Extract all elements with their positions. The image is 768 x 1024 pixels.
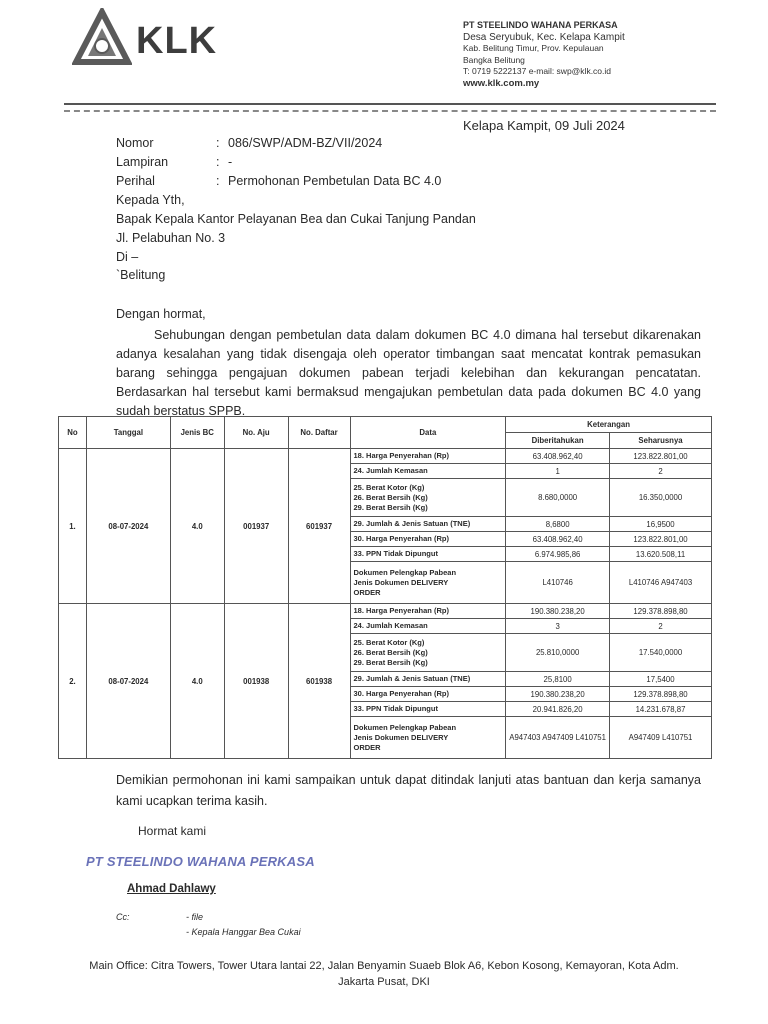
meta-row-perihal: Perihal : Permohonan Pembetulan Data BC 4.0 — [116, 174, 442, 188]
closing-paragraph: Demikian permohonan ini kami sampaikan untuk dapat ditindak lanjuti atas bantuan dan kerja samanya kami ucapkan terima kasih. — [116, 773, 701, 808]
data-label-line: 33. PPN Tidak Dipungut — [353, 549, 438, 558]
correction-table — [58, 416, 712, 759]
table-row — [59, 449, 712, 464]
data-label-line: ORDER — [353, 587, 381, 597]
header-jenis-bc: Jenis BC — [170, 417, 224, 449]
header-diberitahukan: Diberitahukan — [506, 433, 610, 449]
cell-diberitahukan: 8,6800 — [506, 517, 610, 532]
cell-data-label — [350, 464, 506, 479]
cell-diberitahukan: 3 — [506, 619, 610, 634]
data-label-line: 18. Harga Penyerahan (Rp) — [353, 451, 449, 460]
meta-label: Lampiran — [116, 155, 169, 169]
footer-address — [40, 958, 728, 990]
data-label-line: 25. Berat Kotor (Kg) — [353, 482, 425, 492]
data-label-line: 24. Jumlah Kemasan — [353, 621, 428, 630]
header-divider — [64, 103, 716, 112]
cell-diberitahukan: 8.680,0000 — [506, 479, 610, 517]
cell-diberitahukan: 1 — [506, 464, 610, 479]
cell-data-label — [350, 604, 506, 619]
data-label-line: 29. Jumlah & Jenis Satuan (TNE) — [353, 519, 471, 528]
company-stamp: PT STEELINDO WAHANA PERKASA — [86, 854, 315, 869]
cc-item: - file — [186, 912, 204, 922]
cell-jenis-bc: 4.0 — [170, 604, 224, 759]
cell-diberitahukan: 190.380.238,20 — [506, 687, 610, 702]
cell-data-label — [350, 687, 506, 702]
logo-text: KLK — [136, 20, 218, 62]
cell-data-label — [350, 672, 506, 687]
cell-no: 2. — [59, 604, 87, 759]
cell-seharusnya: 123.822.801,00 — [610, 449, 712, 464]
meta-row-nomor: Nomor : 086/SWP/ADM-BZ/VII/2024 — [116, 136, 383, 150]
address-line: Bangka Belitung — [463, 54, 525, 65]
data-label-line: Jenis Dokumen DELIVERY — [353, 732, 449, 742]
data-label-line: 26. Berat Bersih (Kg) — [353, 647, 428, 657]
data-label-line: 29. Berat Bersih (Kg) — [353, 657, 428, 667]
recipient-line: Jl. Pelabuhan No. 3 — [116, 231, 226, 245]
cell-seharusnya: A947409 L410751 — [610, 717, 712, 759]
cell-data-label — [350, 517, 506, 532]
cell-no-aju: 001938 — [224, 604, 288, 759]
data-label-line: 25. Berat Kotor (Kg) — [353, 637, 425, 647]
recipient-line: Di – — [116, 250, 139, 264]
cell-tanggal: 08-07-2024 — [86, 604, 170, 759]
cell-data-label — [350, 702, 506, 717]
address-line: Desa Seryubuk, Kec. Kelapa Kampit — [463, 31, 625, 43]
data-label-line: ORDER — [353, 742, 381, 752]
signer-name: Ahmad Dahlawy — [127, 883, 216, 895]
cc-label: Cc: — [116, 912, 130, 922]
cell-data-label — [350, 717, 506, 759]
cell-no-aju: 001937 — [224, 449, 288, 604]
meta-row-lampiran: Lampiran : - — [116, 155, 233, 169]
meta-value: Permohonan Pembetulan Data BC 4.0 — [228, 174, 442, 188]
cell-data-label — [350, 619, 506, 634]
cell-diberitahukan: L410746 — [506, 562, 610, 604]
cell-diberitahukan: 63.408.962,40 — [506, 449, 610, 464]
data-label-line: Dokumen Pelengkap Pabean — [353, 567, 457, 577]
data-label-line: Jenis Dokumen DELIVERY — [353, 577, 449, 587]
klk-emblem-icon — [72, 8, 132, 68]
data-label-line: 29. Jumlah & Jenis Satuan (TNE) — [353, 674, 471, 683]
header-no-daftar: No. Daftar — [288, 417, 350, 449]
cell-seharusnya: 16,9500 — [610, 517, 712, 532]
cell-seharusnya: 17.540,0000 — [610, 634, 712, 672]
cc-item: - Kepala Hanggar Bea Cukai — [186, 927, 301, 937]
data-label-line: 24. Jumlah Kemasan — [353, 466, 428, 475]
meta-value: 086/SWP/ADM-BZ/VII/2024 — [228, 136, 383, 150]
cell-seharusnya: L410746 A947403 — [610, 562, 712, 604]
header-no: No — [59, 417, 87, 449]
cell-seharusnya: 2 — [610, 619, 712, 634]
cell-no-daftar: 601937 — [288, 449, 350, 604]
place-date: Kelapa Kampit, 09 Juli 2024 — [463, 118, 625, 133]
header-tanggal: Tanggal — [86, 417, 170, 449]
meta-label: Perihal — [116, 174, 155, 188]
meta-label: Nomor — [116, 136, 154, 150]
cell-seharusnya: 14.231.678,87 — [610, 702, 712, 717]
cell-tanggal: 08-07-2024 — [86, 449, 170, 604]
company-website-link[interactable]: www.klk.com.my — [463, 77, 540, 89]
data-label-line: 33. PPN Tidak Dipungut — [353, 704, 438, 713]
data-label-line: 30. Harga Penyerahan (Rp) — [353, 689, 449, 698]
cell-seharusnya: 13.620.508,11 — [610, 547, 712, 562]
cell-diberitahukan: 190.380.238,20 — [506, 604, 610, 619]
cell-data-label — [350, 449, 506, 464]
cell-seharusnya: 17,5400 — [610, 672, 712, 687]
cell-seharusnya: 2 — [610, 464, 712, 479]
cell-diberitahukan: 20.941.826,20 — [506, 702, 610, 717]
cell-no-daftar: 601938 — [288, 604, 350, 759]
cell-jenis-bc: 4.0 — [170, 449, 224, 604]
meta-value: - — [228, 155, 233, 169]
table-row — [59, 604, 712, 619]
address-line: Kab. Belitung Timur, Prov. Kepulauan — [463, 43, 604, 53]
cell-seharusnya: 129.378.898,80 — [610, 687, 712, 702]
cell-data-label — [350, 532, 506, 547]
body-paragraph: Sehubungan dengan pembetulan data dalam dokumen BC 4.0 dimana hal tersebut dikarenakan adanya kesalahan yang tidak disengaja oleh operator timbangan saat mencatat kontrak pemasukan barang sehingga pengajuan dokumen pabean terjadi kelebihan dan kekurangan pencatatan. Berdasarkan hal tersebut kami bermaksud mengajukan pembetulan data pada dokumen BC 4.0 yang sudah berstatus SPPB. — [116, 328, 701, 418]
regards-text: Hormat kami — [138, 824, 207, 838]
cell-diberitahukan: 6.974.985,86 — [506, 547, 610, 562]
company-info — [463, 20, 625, 89]
data-label-line: Dokumen Pelengkap Pabean — [353, 722, 457, 732]
contact-line: T: 0719 5222137 e-mail: swp@klk.co.id — [463, 66, 612, 76]
cell-diberitahukan: 25.810,0000 — [506, 634, 610, 672]
cell-diberitahukan: 63.408.962,40 — [506, 532, 610, 547]
data-label-line: 26. Berat Bersih (Kg) — [353, 492, 428, 502]
cell-no: 1. — [59, 449, 87, 604]
header-seharusnya: Seharusnya — [610, 433, 712, 449]
data-label-line: 29. Berat Bersih (Kg) — [353, 502, 428, 512]
recipient-line: `Belitung — [116, 268, 166, 282]
cell-diberitahukan: A947403 A947409 L410751 — [506, 717, 610, 759]
cell-diberitahukan: 25,8100 — [506, 672, 610, 687]
footer-line: Main Office: Citra Towers, Tower Utara lantai 22, Jalan Benyamin Suaeb Blok A6, Kebon Kosong, Kemayoran, Kota Adm. — [89, 960, 679, 972]
cell-data-label — [350, 547, 506, 562]
footer-line: Jakarta Pusat, DKI — [338, 976, 430, 988]
header-data: Data — [350, 417, 506, 449]
recipient-line: Bapak Kepala Kantor Pelayanan Bea dan Cukai Tanjung Pandan — [116, 212, 476, 226]
header-no-aju: No. Aju — [224, 417, 288, 449]
header-keterangan: Keterangan — [506, 417, 712, 433]
data-label-line: 30. Harga Penyerahan (Rp) — [353, 534, 449, 543]
company-name: PT STEELINDO WAHANA PERKASA — [463, 20, 618, 30]
cell-seharusnya: 129.378.898,80 — [610, 604, 712, 619]
recipient-line: Kepada Yth, — [116, 193, 185, 207]
cell-seharusnya: 123.822.801,00 — [610, 532, 712, 547]
cell-data-label — [350, 479, 506, 517]
cell-seharusnya: 16.350,0000 — [610, 479, 712, 517]
data-label-line: 18. Harga Penyerahan (Rp) — [353, 606, 449, 615]
cell-data-label — [350, 634, 506, 672]
greeting: Dengan hormat, — [116, 307, 206, 321]
cell-data-label — [350, 562, 506, 604]
